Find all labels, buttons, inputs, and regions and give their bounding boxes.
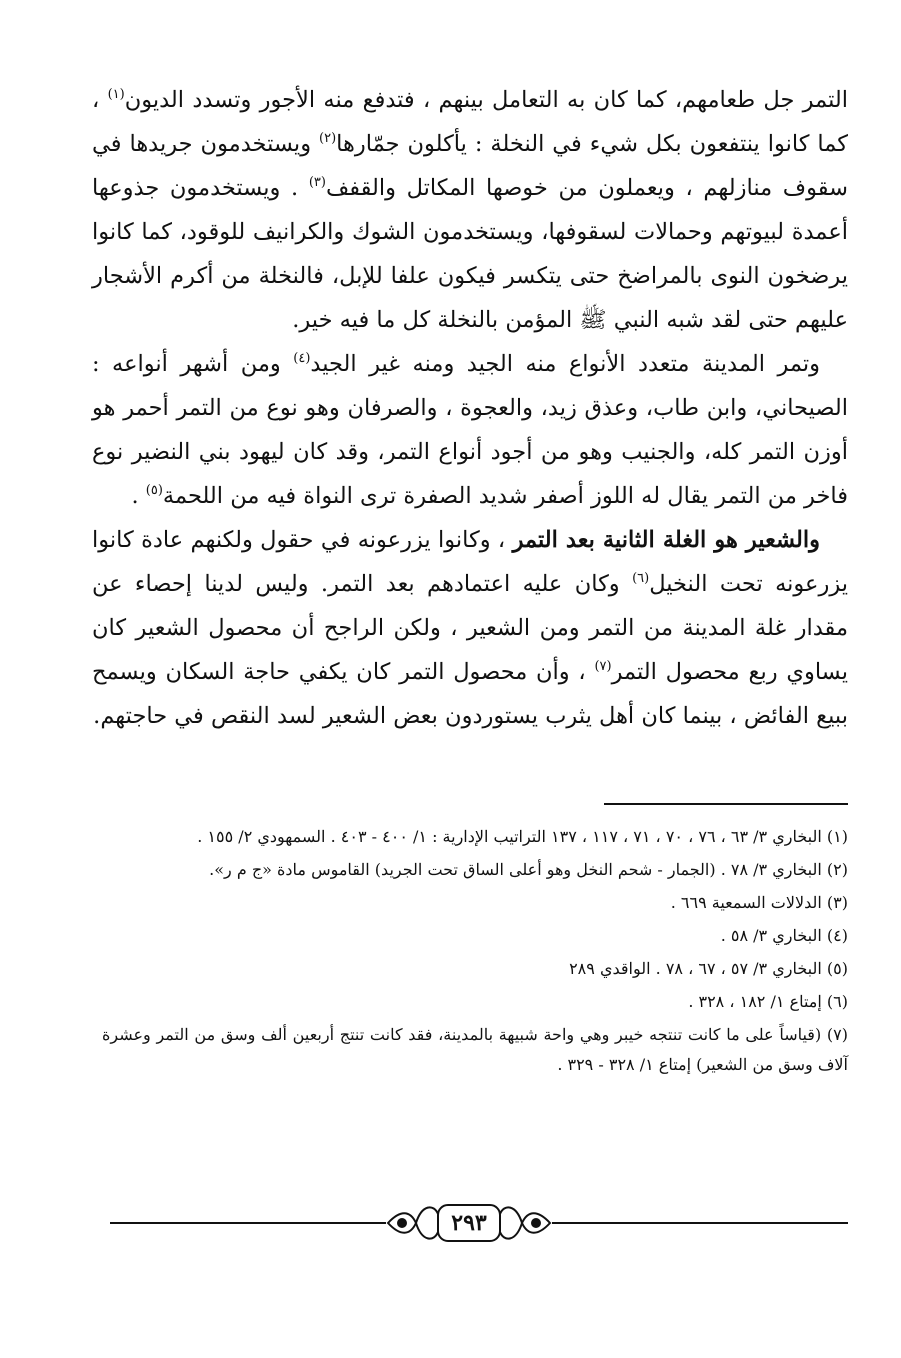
text-run: ، وأن محصول التمر كان يكفي حاجة السكان ويسمح ببيع الفائض ، بينما كان أهل يثرب يستوردون بعض الشعير لسد النقص في حاجتهم. <box>92 659 848 729</box>
footnote-5: (٥) البخاري ٣/ ٥٧ ، ٦٧ ، ٧٨ . الواقدي ٢٨٩ <box>569 959 848 978</box>
footnote-ref[interactable]: (٤) <box>293 351 311 366</box>
footnote-ref[interactable]: (٦) <box>632 571 650 586</box>
footnote-separator <box>604 803 848 805</box>
paragraph-3 <box>92 518 848 738</box>
text-run: وكان عليه اعتمادهم بعد التمر. وليس لدينا إحصاء عن مقدار غلة المدينة من التمر ومن الشعير ، ولكن الراجح أن محصول الشعير كان يساوي ربع محصول التمر <box>92 571 849 685</box>
main-text <box>92 78 848 738</box>
footnote-7: (٧) (قياساً على ما كانت تنتجه خيبر وهي واحة شبيهة بالمدينة، فقد كانت تنتج أربعين ألف وسق من التمر وعشرة آلاف وسق من الشعير) إمتاع ١/ ٣٢٨ - ٣٢٩ . <box>102 1025 848 1074</box>
footnote-2: (٢) البخاري ٣/ ٧٨ . (الجمار - شحم النخل وهو أعلى الساق تحت الجريد) القاموس مادة «ج م ر». <box>209 860 848 879</box>
footnote-1: (١) البخاري ٣/ ٦٣ ، ٧٦ ، ٧٠ ، ٧١ ، ١١٧ ، ١٣٧ التراتيب الإدارية : ١/ ٤٠٠ - ٤٠٣ . السمهودي ٢/ ١٥٥ . <box>197 827 848 846</box>
footnote-ref[interactable]: (٣) <box>308 175 326 190</box>
footnote-6: (٦) إمتاع ١/ ١٨٢ ، ٣٢٨ . <box>688 992 848 1011</box>
text-run: ويستخدمون جريدها في سقوف منازلهم ، ويعملون من خوصها المكاتل والقفف <box>92 131 848 201</box>
page-footer <box>110 1200 848 1246</box>
footnote-ref[interactable]: (١) <box>107 87 125 102</box>
footnotes <box>102 822 848 1083</box>
page-number: ٢٩٣ <box>451 1210 487 1236</box>
bold-text-run: والشعير هو الغلة الثانية بعد التمر <box>512 527 820 553</box>
text-run: التمر جل طعامهم، كما كان به التعامل بينهم ، فتدفع منه الأجور وتسدد الديون <box>124 87 848 113</box>
text-run: ومن أشهر أنواعه : الصيحاني، وابن طاب، وعذق زيد، والعجوة ، والصرفان وهو نوع من التمر أحمر هو أوزن التمر كله، والجنيب وهو من أجود أنواع التمر، وقد كان ليهود بني النضير نوع فاخر من التمر يقال له اللوز أصفر شديد الصفرة ترى النواة فيه من اللحمة <box>92 351 848 509</box>
text-run: ، كما كانوا ينتفعون بكل شيء في النخلة : يأكلون جمّارها <box>92 87 849 157</box>
footer-rule-right <box>552 1222 848 1224</box>
footnote-ref[interactable]: (٥) <box>145 483 163 498</box>
paragraph-2 <box>92 342 848 518</box>
text-run: . <box>131 483 146 509</box>
footnote-3: (٣) الدلالات السمعية ٦٦٩ . <box>670 893 848 912</box>
text-run: . ويستخدمون جذوعها أعمدة لبيوتهم وحمالات لسقوفها، ويستخدمون الشوك والكرانيف للوقود، كما كانوا يرضخون النوى بالمراضخ حتى يتكسر فيكون علفا للإبل، فالنخلة من أكرم الأشجار عليهم حتى لقد شبه النبي ﷺ المؤمن بالنخلة كل ما فيه خير. <box>92 175 848 333</box>
footnote-ref[interactable]: (٢) <box>319 131 337 146</box>
text-run: ، وكانوا يزرعونه في حقول ولكنهم عادة كانوا يزرعونه تحت النخيل <box>92 527 848 597</box>
footnote-4: (٤) البخاري ٣/ ٥٨ . <box>720 926 848 945</box>
footnote-ref[interactable]: (٧) <box>594 659 612 674</box>
text-run: وتمر المدينة متعدد الأنواع منه الجيد ومنه غير الجيد <box>310 351 821 377</box>
paragraph-1 <box>92 78 848 342</box>
footer-rule-left <box>110 1222 386 1224</box>
